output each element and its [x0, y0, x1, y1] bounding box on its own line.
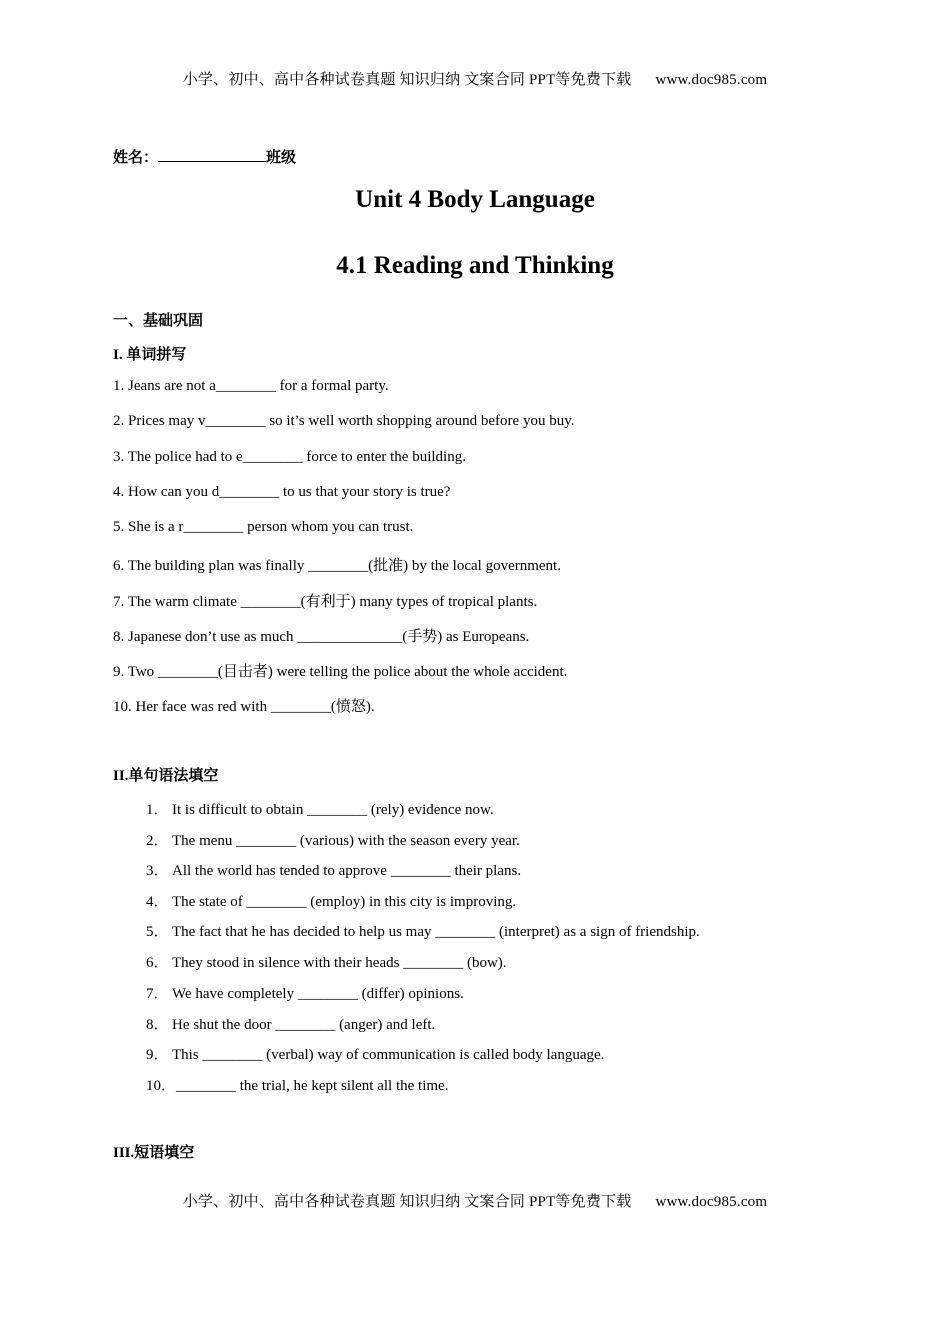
grammar-item	[146, 920, 700, 941]
grammar-item-text: The state of ________ (employ) in this city is improving.	[172, 894, 517, 910]
grammar-item-number: 8．	[146, 1017, 169, 1033]
grammar-item	[146, 1043, 604, 1064]
grammar-item-text: This ________ (verbal) way of communication is called body language.	[172, 1047, 605, 1063]
grammar-item-text: It is difficult to obtain ________ (rely) evidence now.	[172, 802, 494, 818]
header-banner	[0, 68, 950, 89]
grammar-item-number: 3．	[146, 863, 169, 879]
spelling-item: 6. The building plan was finally ________(批准) by the local government.	[113, 558, 561, 574]
spelling-item: 5. She is a r________ person whom you can trust.	[113, 519, 414, 535]
grammar-item-number: 5．	[146, 924, 169, 940]
grammar-item-number: 6．	[146, 955, 169, 971]
spelling-item: 7. The warm climate ________(有利于) many types of tropical plants.	[113, 594, 538, 610]
page-title: Unit 4 Body Language	[355, 186, 595, 213]
grammar-item-number: 1．	[146, 802, 169, 818]
header-banner-url[interactable]: www.doc985.com	[655, 72, 768, 88]
spelling-item: 8. Japanese don’t use as much ______________(手势) as Europeans.	[113, 629, 530, 645]
grammar-item-number: 7．	[146, 986, 169, 1002]
footer-banner-text: 小学、初中、高中各种试卷真题 知识归纳 文案合同 PPT等免费下载	[182, 1194, 632, 1210]
grammar-item	[146, 1074, 448, 1095]
grammar-item-number: 10．	[146, 1078, 177, 1094]
page-subtitle: 4.1 Reading and Thinking	[336, 252, 614, 279]
spelling-item: 1. Jeans are not a________ for a formal party.	[113, 378, 389, 394]
grammar-item-text: All the world has tended to approve ________ their plans.	[172, 863, 522, 879]
grammar-item	[146, 951, 507, 972]
part-one-heading: 一、基础巩固	[113, 313, 204, 329]
grammar-item-number: 9．	[146, 1047, 169, 1063]
header-banner-text: 小学、初中、高中各种试卷真题 知识归纳 文案合同 PPT等免费下载	[182, 72, 632, 88]
grammar-item	[146, 829, 520, 850]
grammar-item-text: He shut the door ________ (anger) and left.	[172, 1017, 436, 1033]
spelling-item: 2. Prices may v________ so it’s well worth shopping around before you buy.	[113, 413, 575, 429]
section1-heading: I. 单词拼写	[113, 347, 187, 363]
grammar-item	[146, 1013, 435, 1034]
section2-heading: II.单句语法填空	[113, 768, 219, 784]
grammar-item-text: The menu ________ (various) with the season every year.	[172, 833, 520, 849]
grammar-item	[146, 798, 494, 819]
grammar-item-number: 4．	[146, 894, 169, 910]
grammar-item-text: We have completely ________ (differ) opinions.	[172, 986, 464, 1002]
grammar-item-text: They stood in silence with their heads ________ (bow).	[172, 955, 507, 971]
name-label: 姓名：	[113, 150, 159, 166]
spelling-item: 9. Two ________(目击者) were telling the police about the whole accident.	[113, 664, 568, 680]
grammar-item	[146, 890, 516, 911]
grammar-item	[146, 859, 521, 880]
spelling-item: 10. Her face was red with ________(愤怒).	[113, 699, 375, 715]
grammar-item	[146, 982, 464, 1003]
section3-heading: III.短语填空	[113, 1145, 195, 1161]
spelling-item: 4. How can you d________ to us that your story is true?	[113, 484, 451, 500]
grammar-item-text: ________ the trial, he kept silent all the time.	[176, 1078, 449, 1094]
grammar-item-text: The fact that he has decided to help us may ________ (interpret) as a sign of friendship.	[172, 924, 700, 940]
spelling-item: 3. The police had to e________ force to enter the building.	[113, 449, 466, 465]
grammar-item-number: 2．	[146, 833, 169, 849]
footer-banner	[0, 1190, 950, 1211]
class-label: 班级	[266, 150, 297, 166]
footer-banner-url[interactable]: www.doc985.com	[655, 1194, 768, 1210]
name-class-line	[113, 146, 296, 167]
name-blank	[158, 147, 266, 162]
